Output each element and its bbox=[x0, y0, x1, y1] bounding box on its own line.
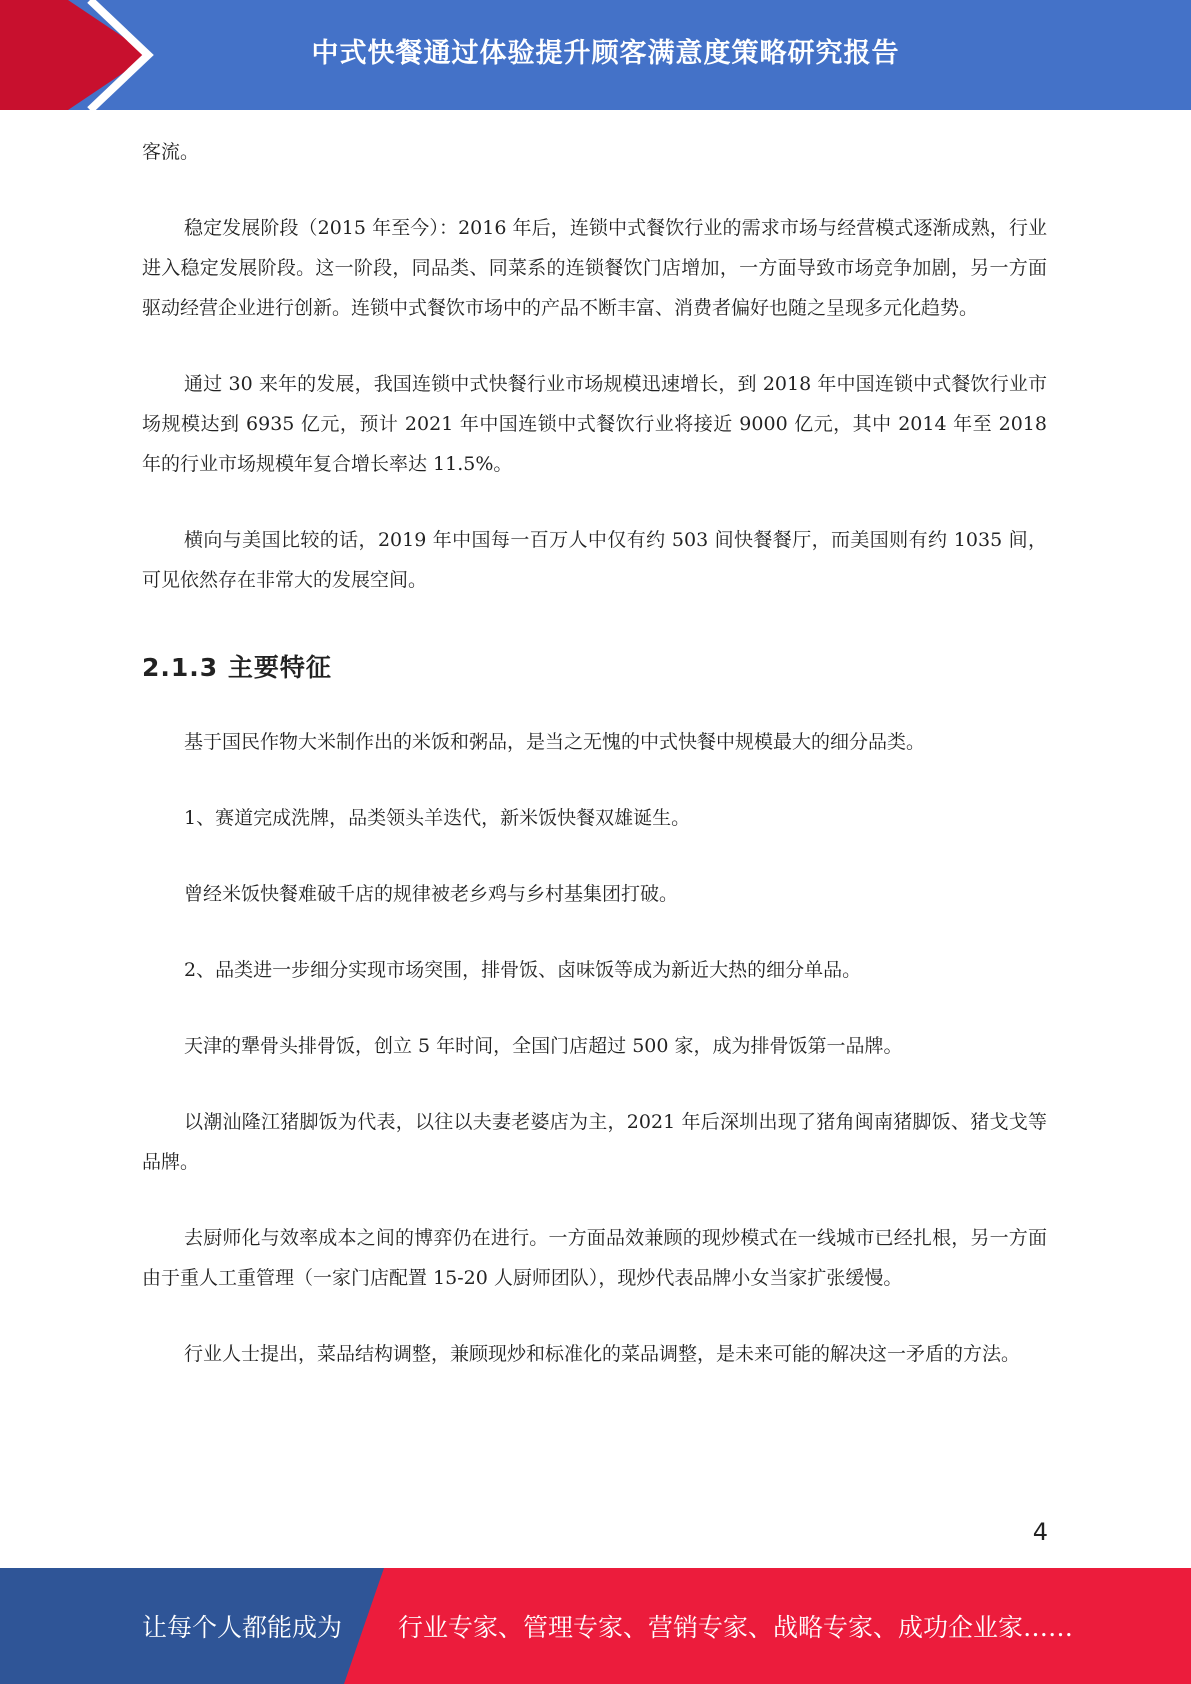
paragraph: 曾经米饭快餐难破千店的规律被老乡鸡与乡村基集团打破。 bbox=[184, 883, 679, 905]
paragraph: 稳定发展阶段（2015 年至今）：2016 年后，连锁中式餐饮行业的需求市场与经营模式逐渐成熟，行业进入稳定发展阶段。这一阶段，同品类、同菜系的连锁餐饮门店增加，一方面导致市场竞争加剧，另一方面驱动经营企业进行创新。连锁中式餐饮市场中的产品不断丰富、消费者偏好也随之呈现多元化趋势。 bbox=[142, 217, 1047, 319]
document-body bbox=[142, 132, 1047, 1410]
section-heading: 2.1.3 主要特征 bbox=[142, 653, 332, 682]
page-header bbox=[0, 0, 1191, 110]
footer-slogan-right: 行业专家、管理专家、营销专家、战略专家、成功企业家…… bbox=[398, 1613, 1074, 1642]
paragraph: 行业人士提出，菜品结构调整，兼顾现炒和标准化的菜品调整，是未来可能的解决这一矛盾的方法。 bbox=[184, 1343, 1021, 1365]
paragraph: 1、赛道完成洗牌，品类领头羊迭代，新米饭快餐双雄诞生。 bbox=[184, 807, 691, 829]
paragraph: 客流。 bbox=[142, 141, 200, 163]
paragraph: 天津的犟骨头排骨饭，创立 5 年时间，全国门店超过 500 家，成为排骨饭第一品牌。 bbox=[184, 1035, 903, 1057]
paragraph: 去厨师化与效率成本之间的博弈仍在进行。一方面品效兼顾的现炒模式在一线城市已经扎根，另一方面由于重人工重管理（一家门店配置 15-20 人厨师团队），现炒代表品牌小女当家扩张缓慢。 bbox=[142, 1227, 1047, 1289]
page-footer bbox=[0, 1568, 1191, 1684]
paragraph: 通过 30 来年的发展，我国连锁中式快餐行业市场规模迅速增长，到 2018 年中国连锁中式餐饮行业市场规模达到 6935 亿元，预计 2021 年中国连锁中式餐饮行业将接近 9000 亿元，其中 2014 年至 2018 年的行业市场规模年复合增长率达 11.5%。 bbox=[142, 373, 1047, 475]
footer-slogan-left: 让每个人都能成为 bbox=[142, 1613, 343, 1642]
page-number: 4 bbox=[1032, 1518, 1048, 1546]
paragraph: 2、品类进一步细分实现市场突围，排骨饭、卤味饭等成为新近大热的细分单品。 bbox=[184, 959, 862, 981]
paragraph: 以潮汕隆江猪脚饭为代表，以往以夫妻老婆店为主，2021 年后深圳出现了猪角闽南猪脚饭、猪戈戈等品牌。 bbox=[142, 1111, 1047, 1173]
paragraph: 横向与美国比较的话，2019 年中国每一百万人中仅有约 503 间快餐餐厅，而美国则有约 1035 间，可见依然存在非常大的发展空间。 bbox=[142, 529, 1047, 591]
paragraph: 基于国民作物大米制作出的米饭和粥品，是当之无愧的中式快餐中规模最大的细分品类。 bbox=[184, 731, 926, 753]
report-title: 中式快餐通过体验提升顾客满意度策略研究报告 bbox=[311, 37, 900, 69]
